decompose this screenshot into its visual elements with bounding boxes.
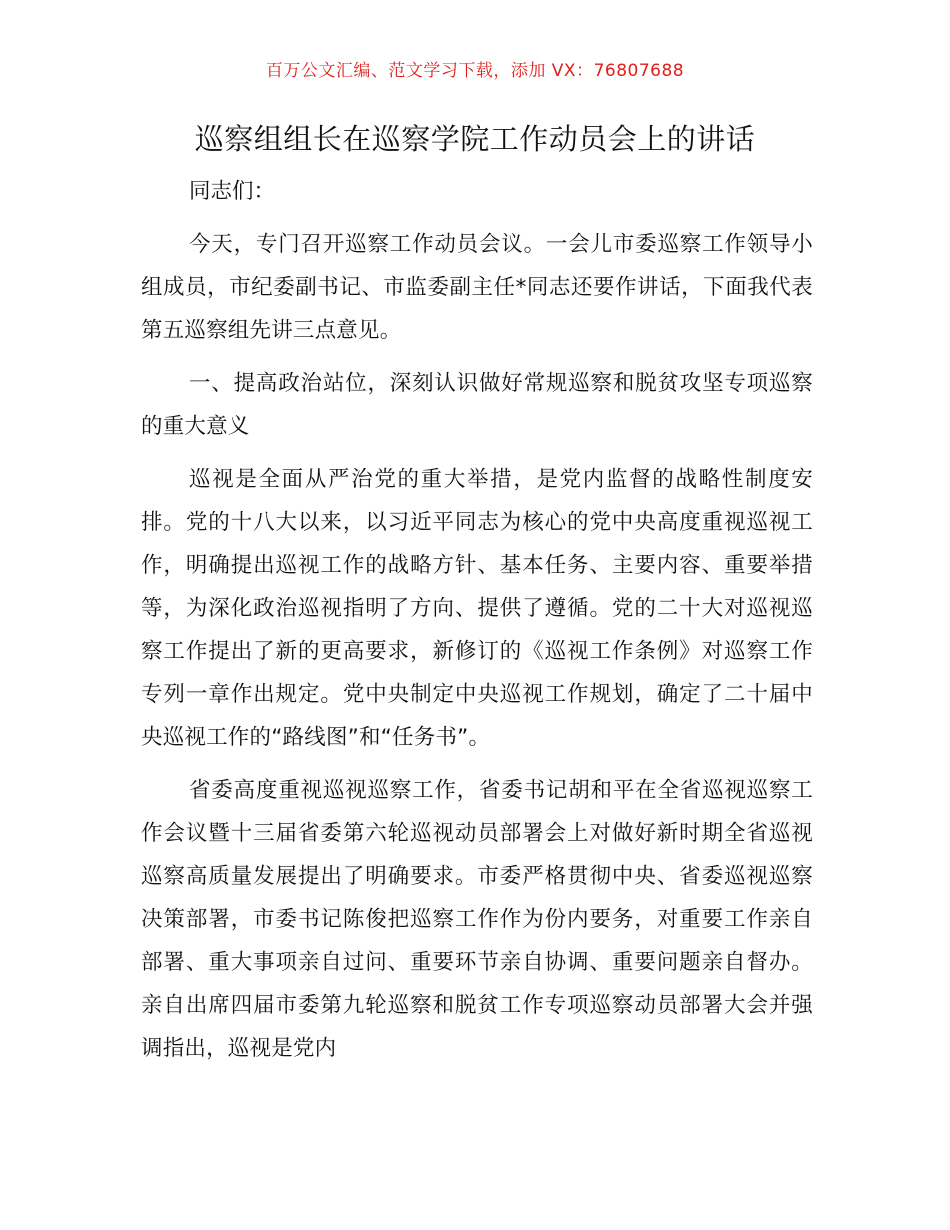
document-title: 巡察组组长在巡察学院工作动员会上的讲话 [194, 122, 756, 156]
paragraph-intro: 今天，专门召开巡察工作动员会议。一会儿市委巡察工作领导小组成员，市纪委副书记、市监委副主任*同志还要作讲话，下面我代表第五巡察组先讲三点意见。 [141, 232, 813, 343]
watermark-banner: 百万公文汇编、范文学习下载，添加 VX：76807688 [265, 61, 685, 81]
section-heading-1: 一、提高政治站位，深刻认识做好常规巡察和脱贫攻坚专项巡察的重大意义 [141, 371, 813, 439]
salutation: 同志们： [189, 179, 276, 204]
paragraph-body: 巡视是全面从严治党的重大举措，是党内监督的战略性制度安排。党的十八大以来，以习近平同志为核心的党中央高度重视巡视工作，明确提出巡视工作的战略方针、基本任务、主要内容、重要举措等，为深化政治巡视指明了方向、提供了遵循。党的二十大对巡视巡察工作提出了新的更高要求，新修订的《巡视工作条例》对巡察工作专列一章作出规定。党中央制定中央巡视工作规划，确定了二十届中央巡视工作的“路线图”和“任务书”。 [141, 467, 813, 750]
document-body [141, 170, 813, 1080]
paragraph-body: 省委高度重视巡视巡察工作，省委书记胡和平在全省巡视巡察工作会议暨十三届省委第六轮巡视动员部署会上对做好新时期全省巡视巡察高质量发展提出了明确要求。市委严格贯彻中央、省委巡视巡察决策部署，市委书记陈俊把巡察工作作为份内要务，对重要工作亲自部署、重大事项亲自过问、重要环节亲自协调、重要问题亲自督办。亲自出席四届市委第九轮巡察和脱贫工作专项巡察动员部署大会并强调指出，巡视是党内 [141, 778, 813, 1061]
